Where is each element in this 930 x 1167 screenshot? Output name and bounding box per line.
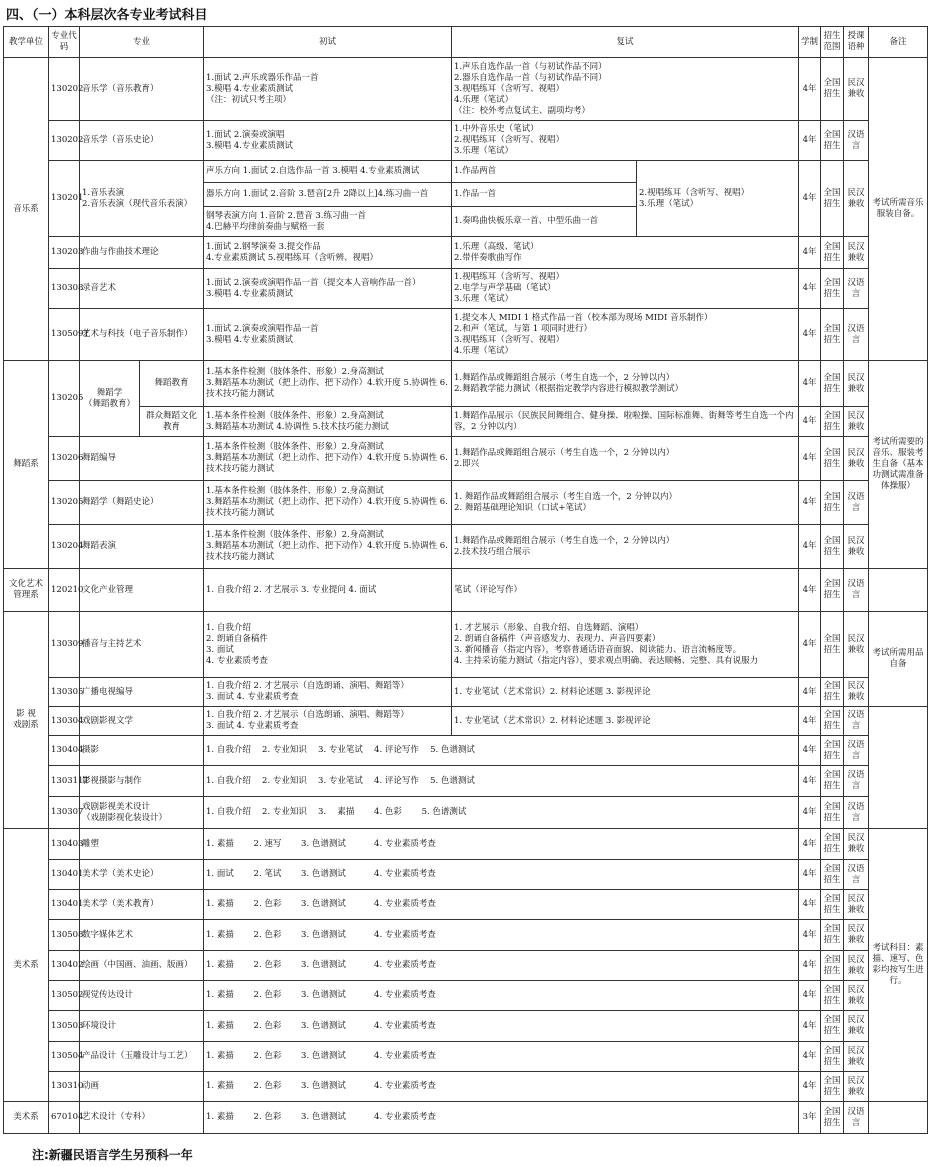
lang: 汉语言 [844,569,869,612]
table-row [4,766,928,797]
years: 4年 [799,309,821,361]
exam-subjects: 1. 素描 2. 色彩 3. 色谱测试 4. 专业素质考查 [204,1042,799,1072]
table-row [4,361,928,407]
scope: 全国招生 [821,161,844,237]
years: 4年 [799,1042,821,1072]
table-row [4,1072,928,1102]
lang: 汉语言 [844,1102,869,1134]
first-exam: 1.基本条件检测（肢体条件、形象）2.身高测试 3.舞蹈基本功测试（把上动作、把下动作）4.软开度 5.协调性 6.技术技巧能力测试 [204,525,452,569]
table-row [4,951,928,981]
years: 4年 [799,678,821,707]
second-exam-instrument: 1.作品一首 [452,183,637,207]
major-code: 130404 [49,736,80,766]
years: 4年 [799,407,821,437]
first-exam-instrument: 器乐方向 1.面试 2.音阶 3.琶音[2升 2降以上]4.练习曲一首 [204,183,452,207]
years: 4年 [799,481,821,525]
major-code: 120210 [49,569,80,612]
scope: 全国招生 [821,981,844,1011]
lang: 民汉兼收 [844,920,869,951]
scope: 全国招生 [821,1042,844,1072]
years: 4年 [799,797,821,829]
major-code: 130305 [49,678,80,707]
lang: 汉语言 [844,736,869,766]
major-name: 美术学（美术史论） [80,860,204,890]
header-first: 初试 [204,27,452,58]
major-code: 130509T [49,309,80,361]
header-years: 学制 [799,27,821,58]
lang: 民汉兼收 [844,678,869,707]
lang: 汉语言 [844,797,869,829]
header-second: 复试 [452,27,799,58]
second-exam: 1.舞蹈作品或舞蹈组合展示（考生自选一个，2 分钟以内） 2.即兴 [452,437,799,481]
years: 4年 [799,58,821,121]
scope: 全国招生 [821,569,844,612]
major-code: 130307 [49,797,80,829]
major-name: 雕塑 [80,829,204,860]
first-exam: 1. 自我介绍 2. 才艺展示（自选朗诵、演唱、舞蹈等） 3. 面试 4. 专业素质考查 [204,678,452,707]
header-remark: 备注 [869,27,928,58]
dept-art: 美术系 [4,829,49,1102]
first-exam: 1.基本条件检测（肢体条件、形象）2.身高测试 3.舞蹈基本功测试（把上动作、把下动作）4.软开度 5.协调性 6.技术技巧能力测试 [204,437,452,481]
scope: 全国招生 [821,736,844,766]
major-name: 艺术设计（专科） [80,1102,204,1134]
table-row [4,860,928,890]
exam-subjects: 1. 素描 2. 色彩 3. 色谱测试 4. 专业素质考查 [204,1072,799,1102]
scope: 全国招生 [821,707,844,736]
table-row [4,481,928,525]
first-exam: 1.基本条件检测（肢体条件、形象）2.身高测试 3.舞蹈基本功测试（把上动作、把下动作）4.软开度 5.协调性 6.技术技巧能力测试 [204,361,452,407]
dept-music: 音乐系 [4,58,49,361]
lang: 汉语言 [844,766,869,797]
scope: 全国招生 [821,58,844,121]
major-name: 作曲与作曲技术理论 [80,237,204,269]
years: 4年 [799,920,821,951]
major-name: 影视摄影与制作 [80,766,204,797]
years: 4年 [799,736,821,766]
remark-empty [869,707,928,829]
remark-empty [869,1102,928,1134]
years: 4年 [799,269,821,309]
exam-subjects: 1. 素描 2. 速写 3. 色谱测试 4. 专业素质考查 [204,829,799,860]
footnote: 注:新疆民语言学生另预科一年 [32,1148,193,1162]
second-exam-shared: 2.视唱练耳（含听写、视唱） 3.乐理（笔试） [637,161,799,237]
first-exam: 1.面试 2.钢琴演奏 3.提交作品 4.专业素质测试 5.视唱练耳（含听辨、视唱） [204,237,452,269]
major-code: 130401 [49,860,80,890]
scope: 全国招生 [821,1102,844,1134]
first-exam: 1.基本条件检测（肢体条件、形象）2.身高测试 3.舞蹈基本功测试（把上动作、把下动作）4.软开度 5.协调性 6.技术技巧能力测试 [204,481,452,525]
major-code: 130508 [49,920,80,951]
scope: 全国招生 [821,951,844,981]
major-code: 130308 [49,269,80,309]
table-row [4,1042,928,1072]
table-row [4,707,928,736]
lang: 民汉兼收 [844,525,869,569]
years: 4年 [799,612,821,678]
years: 4年 [799,1072,821,1102]
scope: 全国招生 [821,1011,844,1042]
remark-film: 考试所需用品自备 [869,612,928,707]
table-row [4,437,928,481]
years: 4年 [799,707,821,736]
first-exam: 1.面试 2.演奏或演唱 3.模唱 4.专业素质测试 [204,121,452,161]
major-code: 130304 [49,707,80,736]
lang: 民汉兼收 [844,1072,869,1102]
header-dept: 教学单位 [4,27,49,58]
scope: 全国招生 [821,1072,844,1102]
years: 4年 [799,525,821,569]
table-row [4,407,928,437]
first-exam: 1. 自我介绍 2. 才艺展示 3. 专业提问 4. 面试 [204,569,452,612]
major-code: 130205 [49,481,80,525]
remark-art: 考试科目：素描、速写、色彩均按写生进行。 [869,829,928,1102]
exam-subjects: 1. 自我介绍 2. 专业知识 3. 素描 4. 色彩 5. 色谱测试 [204,797,799,829]
major-name: 视觉传达设计 [80,981,204,1011]
major-name: 艺术与科技（电子音乐制作） [80,309,204,361]
header-row [4,27,928,58]
major-code: 130206 [49,437,80,481]
years: 4年 [799,981,821,1011]
years: 4年 [799,951,821,981]
table-row [4,797,928,829]
years: 4年 [799,161,821,237]
major-name: 音乐学（音乐教育） [80,58,204,121]
page-title: 四、（一）本科层次各专业考试科目 [6,8,208,23]
major-name: 戏剧影视美术设计 （戏剧影视化装设计） [80,797,204,829]
second-exam: 1. 专业笔试（艺术常识）2. 材料论述题 3. 影视评论 [452,678,799,707]
lang: 汉语言 [844,309,869,361]
exam-subjects: 1. 素描 2. 色彩 3. 色谱测试 4. 专业素质考查 [204,1102,799,1134]
exam-subjects: 1. 素描 2. 色彩 3. 色谱测试 4. 专业素质考查 [204,981,799,1011]
table-row [4,981,928,1011]
major-name: 绘画（中国画、油画、版画） [80,951,204,981]
table-row [4,569,928,612]
second-exam: 1.声乐自选作品一首（与初试作品不同） 2.器乐自选作品一首（与初试作品不同） 3.视唱练耳（含听写、视唱） 4.乐理（笔试） （注：校外考点复试主、副项均考） [452,58,799,121]
remark-dance: 考试所需要的音乐、服装考生自备（基本功测试需准备体操服） [869,361,928,569]
major-code: 130202 [49,58,80,121]
scope: 全国招生 [821,121,844,161]
lang: 民汉兼收 [844,612,869,678]
major-name: 数字媒体艺术 [80,920,204,951]
table-row [4,309,928,361]
second-exam: 1.舞蹈作品展示（民族民间舞组合、健身操、啦啦操、国际标准舞、街舞等考生自选一个内容，2 分钟以内） [452,407,799,437]
first-exam-piano: 钢琴表演方向 1.音阶 2.琶音 3.练习曲一首 4.巴赫平均律前奏曲与赋格一套 [204,207,452,237]
lang: 汉语言 [844,860,869,890]
scope: 全国招生 [821,481,844,525]
years: 4年 [799,1011,821,1042]
lang: 民汉兼收 [844,58,869,121]
major-name: 戏剧影视文学 [80,707,204,736]
scope: 全国招生 [821,860,844,890]
major-name: 美术学（美术教育） [80,890,204,920]
years: 4年 [799,569,821,612]
exam-subjects: 1. 素描 2. 色彩 3. 色谱测试 4. 专业素质考查 [204,920,799,951]
table-row [4,736,928,766]
exam-subjects: 1. 面试 2. 笔试 3. 色谱测试 4. 专业素质考查 [204,860,799,890]
scope: 全国招生 [821,612,844,678]
scope: 全国招生 [821,437,844,481]
sub-major: 群众舞蹈文化教育 [140,407,204,437]
table-row [4,678,928,707]
major-code: 130403 [49,829,80,860]
major-name: 产品设计（玉雕设计与工艺） [80,1042,204,1072]
table-row [4,1102,928,1134]
major-code: 130205 [49,361,80,437]
lang: 民汉兼收 [844,951,869,981]
major-code: 130204 [49,525,80,569]
table-row [4,269,928,309]
first-exam: 1.基本条件检测（肢体条件、形象）2.身高测试 3.舞蹈基本功测试 4.协调性 5.技术技巧能力测试 [204,407,452,437]
major-code: 130202 [49,121,80,161]
major-code: 130310 [49,1072,80,1102]
major-code: 130504 [49,1042,80,1072]
first-exam: 1. 自我介绍 2. 朗诵自备稿件 3. 面试 4. 专业素质考查 [204,612,452,678]
lang: 汉语言 [844,269,869,309]
second-exam: 1.提交本人 MIDI 1 格式作品一首（校本部为现场 MIDI 音乐制作） 2.和声（笔试，与第 1 项同时进行） 3.视唱练耳（含听写、视唱） 4.乐理（笔试） [452,309,799,361]
scope: 全国招生 [821,525,844,569]
lang: 汉语言 [844,121,869,161]
major-code: 130203 [49,237,80,269]
second-exam: 1. 专业笔试（艺术常识）2. 材料论述题 3. 影视评论 [452,707,799,736]
header-lang: 授课语种 [844,27,869,58]
header-scope: 招生范围 [821,27,844,58]
major-name: 摄影 [80,736,204,766]
major-code: 130502 [49,981,80,1011]
table-row [4,58,928,121]
remark-music: 考试所需音乐服装自备。 [869,58,928,361]
second-exam: 1.中外音乐史（笔试） 2.视唱练耳（含听写、视唱） 3.乐理（笔试） [452,121,799,161]
lang: 民汉兼收 [844,1011,869,1042]
major-code: 130402 [49,951,80,981]
table-row [4,890,928,920]
second-exam: 笔试（评论写作） [452,569,799,612]
dept-dance: 舞蹈系 [4,361,49,569]
scope: 全国招生 [821,829,844,860]
scope: 全国招生 [821,797,844,829]
table-row [4,920,928,951]
second-exam: 1.舞蹈作品或舞蹈组合展示（考生自选一个，2 分钟以内） 2.技术技巧组合展示 [452,525,799,569]
major-name: 舞蹈表演 [80,525,204,569]
major-name: 录音艺术 [80,269,204,309]
lang: 民汉兼收 [844,361,869,407]
exam-subjects: 1. 素描 2. 色彩 3. 色谱测试 4. 专业素质考查 [204,890,799,920]
scope: 全国招生 [821,890,844,920]
years: 4年 [799,766,821,797]
scope: 全国招生 [821,920,844,951]
second-exam: 1. 舞蹈作品或舞蹈组合展示（考生自选一个，2 分钟以内） 2. 舞蹈基础理论知识（口试+笔试） [452,481,799,525]
years: 4年 [799,437,821,481]
first-exam: 1.面试 2.声乐或器乐作品一首 3.模唱 4.专业素质测试 （注：初试只考主项） [204,58,452,121]
major-code: 130201 [49,161,80,237]
lang: 民汉兼收 [844,237,869,269]
scope: 全国招生 [821,309,844,361]
exam-subjects: 1. 素描 2. 色彩 3. 色谱测试 4. 专业素质考查 [204,1011,799,1042]
major-name: 文化产业管理 [80,569,204,612]
lang: 汉语言 [844,481,869,525]
years: 4年 [799,829,821,860]
second-exam-piano: 1.奏鸣曲快板乐章一首、中型乐曲一首 [452,207,637,237]
major-code: 670104 [49,1102,80,1134]
lang: 民汉兼收 [844,161,869,237]
lang: 民汉兼收 [844,1042,869,1072]
major-code: 130401 [49,890,80,920]
scope: 全国招生 [821,237,844,269]
exam-subjects: 1. 自我介绍 2. 专业知识 3. 专业笔试 4. 评论写作 5. 色谱测试 [204,766,799,797]
years: 3年 [799,1102,821,1134]
exam-subjects: 1. 自我介绍 2. 专业知识 3. 专业笔试 4. 评论写作 5. 色谱测试 [204,736,799,766]
first-exam: 1.面试 2.演奏或演唱作品一首（提交本人音响作品一首） 3.模唱 4.专业素质测试 [204,269,452,309]
table-row [4,161,928,183]
major-name: 广播电视编导 [80,678,204,707]
first-exam-vocal: 声乐方向 1.面试 2.自选作品一首 3.模唱 4.专业素质测试 [204,161,452,183]
second-exam: 1.舞蹈作品或舞蹈组合展示（考生自选一个，2 分钟以内） 2.舞蹈教学能力测试（根据指定教学内容进行模拟教学测试） [452,361,799,407]
scope: 全国招生 [821,269,844,309]
major-name: 播音与主持艺术 [80,612,204,678]
major-code: 130311T [49,766,80,797]
scope: 全国招生 [821,766,844,797]
header-major: 专业 [80,27,204,58]
years: 4年 [799,237,821,269]
scope: 全国招生 [821,407,844,437]
table-row [4,121,928,161]
first-exam: 1.面试 2.演奏或演唱作品一首 3.模唱 4.专业素质测试 [204,309,452,361]
table-row [4,829,928,860]
major-name: 1.音乐表演 2.音乐表演（现代音乐表演） [80,161,204,237]
lang: 民汉兼收 [844,829,869,860]
second-exam: 1.乐理（高级、笔试） 2.带伴奏歌曲写作 [452,237,799,269]
dept-film: 影 视 戏剧系 [4,612,49,829]
lang: 民汉兼收 [844,981,869,1011]
table-row [4,237,928,269]
remark-empty [869,569,928,612]
exam-subjects: 1. 素描 2. 色彩 3. 色谱测试 4. 专业素质考查 [204,951,799,981]
major-name: 动画 [80,1072,204,1102]
years: 4年 [799,860,821,890]
sub-major: 舞蹈教育 [140,361,204,407]
years: 4年 [799,121,821,161]
header-code: 专业代码 [49,27,80,58]
dept-culture: 文化艺术管理系 [4,569,49,612]
exam-subjects-table [3,26,928,1134]
major-name: 环境设计 [80,1011,204,1042]
scope: 全国招生 [821,361,844,407]
table-row [4,612,928,678]
dept-art-college: 美术系 [4,1102,49,1134]
lang: 民汉兼收 [844,437,869,481]
first-exam: 1. 自我介绍 2. 才艺展示（自选朗诵、演唱、舞蹈等） 3. 面试 4. 专业素质考查 [204,707,452,736]
major-code: 130309 [49,612,80,678]
lang: 民汉兼收 [844,407,869,437]
second-exam: 1.视唱练耳（含听写、视唱） 2.电学与声学基础（笔试） 3.乐理（笔试） [452,269,799,309]
years: 4年 [799,361,821,407]
major-name: 舞蹈学 （舞蹈教育） [80,361,140,437]
scope: 全国招生 [821,678,844,707]
lang: 汉语言 [844,707,869,736]
second-exam: 1. 才艺展示（形象、自我介绍、自选舞蹈、演唱） 2. 朗诵自备稿件（声音感发力、表现力、声音四要素） 3. 新闻播音（指定内容），考察普通话语音面貌、阅读能力、语言流畅度等。 4. 主持采访能力测试（指定内容），要求观点明确、表达顺畅、完整、具有说服力 [452,612,799,678]
years: 4年 [799,890,821,920]
table-row [4,1011,928,1042]
table-row [4,525,928,569]
second-exam-vocal: 1.作品两首 [452,161,637,183]
lang: 民汉兼收 [844,890,869,920]
major-name: 舞蹈学（舞蹈史论） [80,481,204,525]
major-name: 舞蹈编导 [80,437,204,481]
major-code: 130503 [49,1011,80,1042]
major-name: 音乐学（音乐史论） [80,121,204,161]
